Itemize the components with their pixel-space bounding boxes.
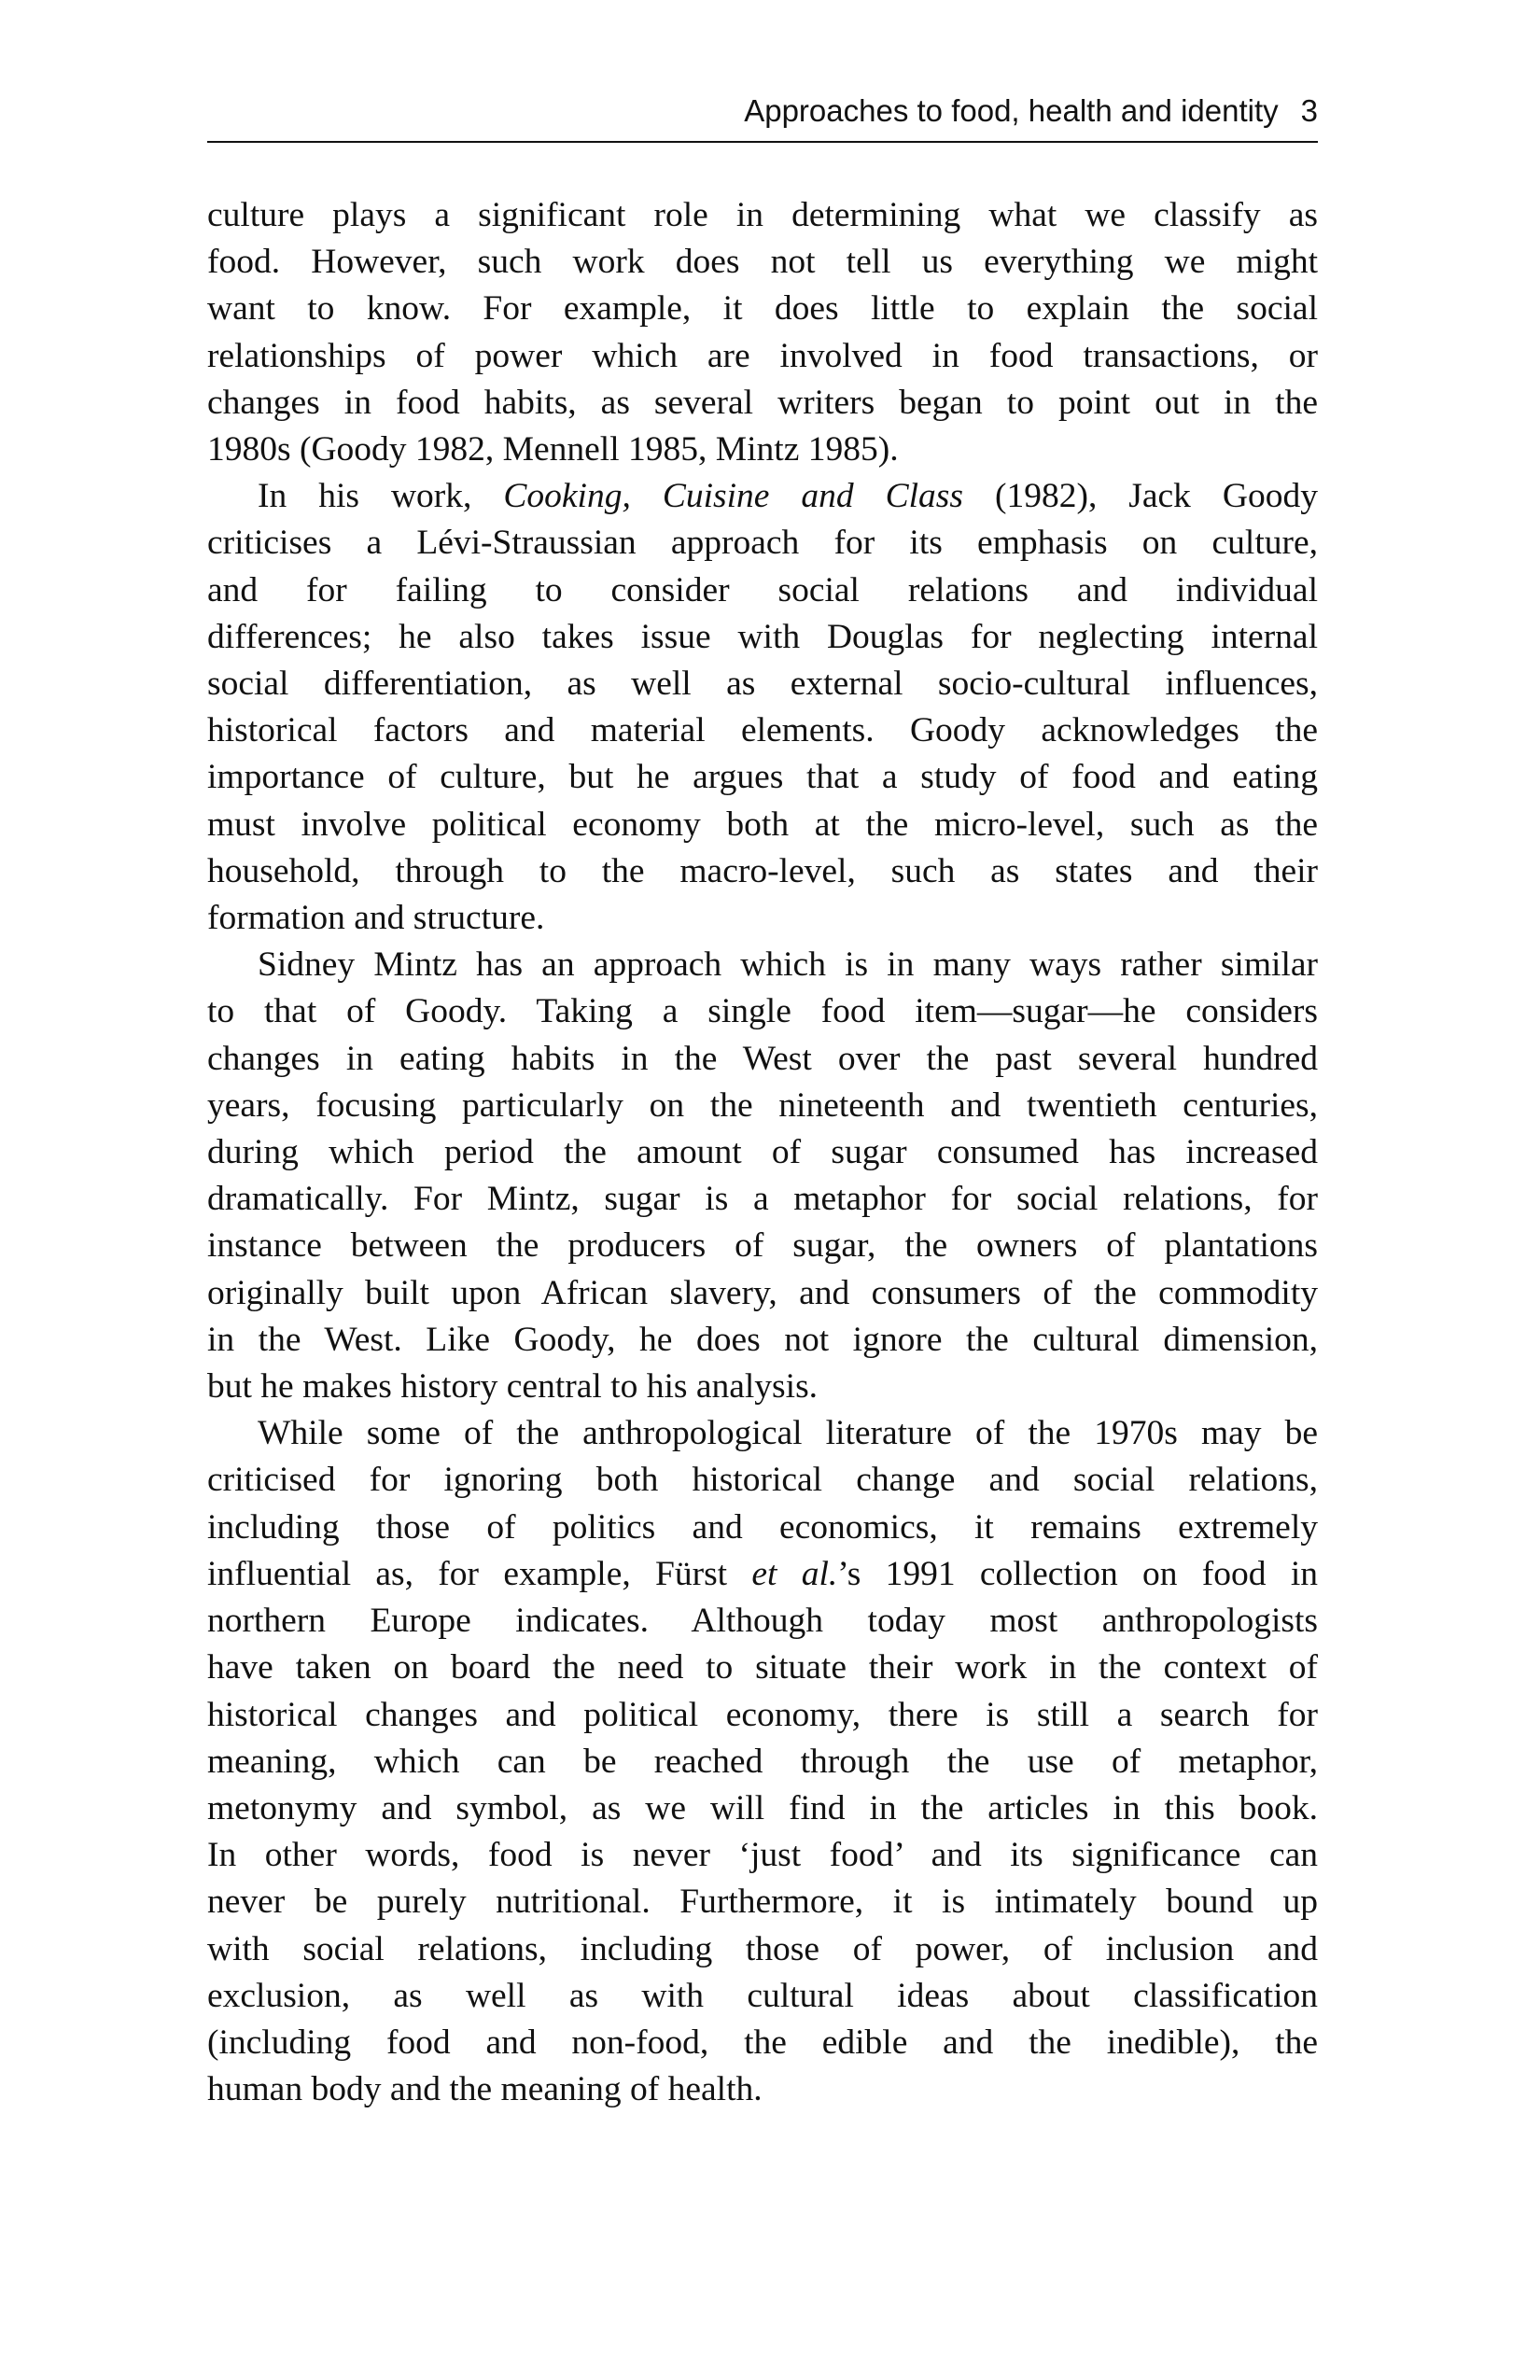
page-number: 3 [1300,93,1318,128]
text-run: In his work, [258,477,504,516]
running-head [207,90,1318,133]
text-line: to that of Goody. Taking a single food item—sugar—he considers [207,992,1318,1031]
running-head-title: Approaches to food, health and identity [744,93,1279,128]
text-line: originally built upon African slavery, and consumers of the commodity [207,1273,1318,1312]
text-line: Sidney Mintz has an approach which is in many ways rather similar [258,945,1318,985]
text-line: dramatically. For Mintz, sugar is a metaphor for social relations, for [207,1180,1318,1219]
text-line: While some of the anthropological literature of the 1970s may be [258,1414,1318,1453]
text-line: exclusion, as well as with cultural ideas about classification [207,1976,1318,2015]
paragraph-3 [207,942,1318,1410]
italic-et-al: et al. [751,1554,838,1593]
paragraph-4 [207,1410,1318,2113]
book-title: Cooking, Cuisine and Class [503,477,963,516]
text-line [207,1551,1318,1598]
text-line: In other words, food is never ‘just food’ and its significance can [207,1836,1318,1875]
body-text [207,192,1318,2113]
text-line: must involve political economy both at the micro-level, such as the [207,805,1318,844]
text-line: changes in food habits, as several writers began to point out in the [207,383,1318,422]
text-line: metonymy and symbol, as we will find in the articles in this book. [207,1788,1318,1827]
text-line: never be purely nutritional. Furthermore, it is intimately bound up [207,1883,1318,1922]
paragraph-1 [207,192,1318,473]
text-run: ’s 1991 collection on food in [837,1554,1319,1593]
text-line: northern Europe indicates. Although today most anthropologists [207,1602,1318,1641]
text-line: criticises a Lévi-Straussian approach for its emphasis on culture, [207,524,1318,563]
text-line: meaning, which can be reached through the use of metaphor, [207,1742,1318,1781]
text-line [207,473,1318,520]
text-line: in the West. Like Goody, he does not ignore the cultural dimension, [207,1320,1318,1359]
text-line: relationships of power which are involved in food transactions, or [207,336,1318,375]
text-line: historical factors and material elements. Goody acknowledges the [207,711,1318,750]
text-line: want to know. For example, it does little to explain the social [207,289,1318,329]
text-line: during which period the amount of sugar consumed has increased [207,1133,1318,1172]
text-line: food. However, such work does not tell us everything we might [207,243,1318,282]
text-run: (1982), Jack Goody [962,477,1318,516]
text-line: years, focusing particularly on the nineteenth and twentieth centuries, [207,1085,1318,1125]
text-line: 1980s (Goody 1982, Mennell 1985, Mintz 1985). [207,430,899,469]
text-line: historical changes and political economy, there is still a search for [207,1695,1318,1734]
text-line: with social relations, including those of power, of inclusion and [207,1929,1318,1968]
header-rule [207,141,1318,143]
text-run: influential as, for example, Fürst [207,1554,752,1593]
text-line: (including food and non-food, the edible and the inedible), the [207,2023,1318,2062]
text-line: criticised for ignoring both historical change and social relations, [207,1461,1318,1500]
text-line: human body and the meaning of health. [207,2070,763,2109]
text-line: formation and structure. [207,899,545,938]
text-line: household, through to the macro-level, such as states and their [207,851,1318,890]
text-line: differences; he also takes issue with Douglas for neglecting internal [207,617,1318,656]
text-line: and for failing to consider social relations and individual [207,570,1318,609]
text-line: social differentiation, as well as external socio-cultural influences, [207,665,1318,704]
text-line: have taken on board the need to situate their work in the context of [207,1648,1318,1687]
text-line: but he makes history central to his analysis. [207,1367,819,1407]
text-line: changes in eating habits in the West over the past several hundred [207,1039,1318,1078]
text-line: importance of culture, but he argues that a study of food and eating [207,758,1318,797]
paragraph-2 [207,473,1318,942]
text-line: culture plays a significant role in determining what we classify as [207,196,1318,234]
text-line: instance between the producers of sugar, the owners of plantations [207,1226,1318,1266]
text-line: including those of politics and economics, it remains extremely [207,1507,1318,1547]
